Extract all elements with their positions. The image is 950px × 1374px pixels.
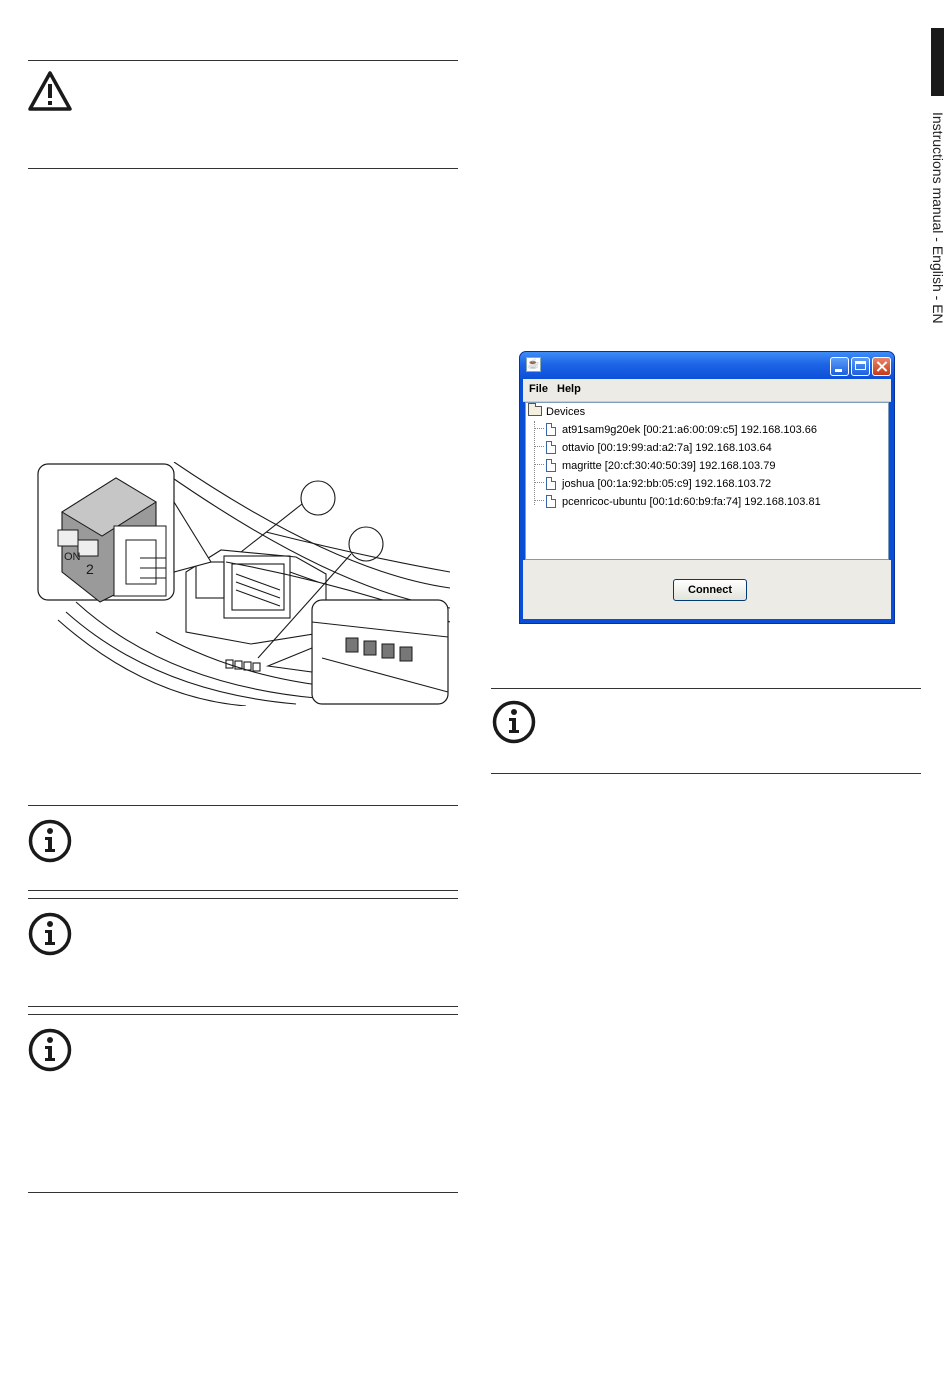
device-label: at91sam9g20ek [00:21:a6:00:09:c5] 192.168.103.66 [562,424,818,436]
window-titlebar[interactable] [520,352,894,379]
menu-help[interactable]: Help [557,383,581,395]
side-tab-label: Instructions manual - English - EN [930,112,946,324]
button-panel [523,560,891,619]
file-icon [546,441,556,454]
info-icon [27,911,73,957]
maximize-button[interactable] [851,357,870,376]
device-label: pcenricoc-ubuntu [00:1d:60:b9:fa:74] 192.168.103.81 [562,496,821,508]
device-item[interactable] [534,459,775,477]
warning-icon [27,70,73,112]
device-discovery-window [519,351,895,624]
minimize-button[interactable] [830,357,849,376]
connect-button[interactable]: Connect [673,579,747,601]
warning-top-rule [28,60,458,61]
info-3-top-rule [28,1014,458,1015]
info-icon [27,818,73,864]
info-2-bottom-rule [28,1006,458,1007]
device-tree [525,402,889,560]
close-button[interactable] [872,357,891,376]
info-icon [27,1027,73,1073]
file-icon [546,495,556,508]
hardware-connector-figure [36,462,450,706]
menu-file[interactable]: File [529,383,548,395]
java-app-icon: ☕ [527,359,540,370]
device-label: joshua [00:1a:92:bb:05:c9] 192.168.103.72 [562,478,772,490]
file-icon [546,423,556,436]
info-icon [491,699,537,745]
info-2-top-rule [28,898,458,899]
side-tab-marker [931,28,944,96]
device-item[interactable] [534,495,821,513]
device-item[interactable] [534,423,817,441]
tree-root-label: Devices [546,406,586,418]
menu-bar [523,379,891,402]
file-icon [546,477,556,490]
folder-icon [528,406,542,416]
info-4-top-rule [491,688,921,689]
warning-bottom-rule [28,168,458,169]
svg-text:ON: ON [64,551,81,563]
device-item[interactable] [534,441,772,459]
info-1-bottom-rule [28,890,458,891]
tree-root-devices[interactable] [528,406,585,422]
svg-text:2: 2 [86,561,94,577]
info-1-top-rule [28,805,458,806]
device-label: ottavio [00:19:99:ad:a2:7a] 192.168.103.64 [562,442,772,454]
device-label: magritte [20:cf:30:40:50:39] 192.168.103.79 [562,460,776,472]
device-item[interactable] [534,477,771,495]
file-icon [546,459,556,472]
info-4-bottom-rule [491,773,921,774]
info-3-bottom-rule [28,1192,458,1193]
